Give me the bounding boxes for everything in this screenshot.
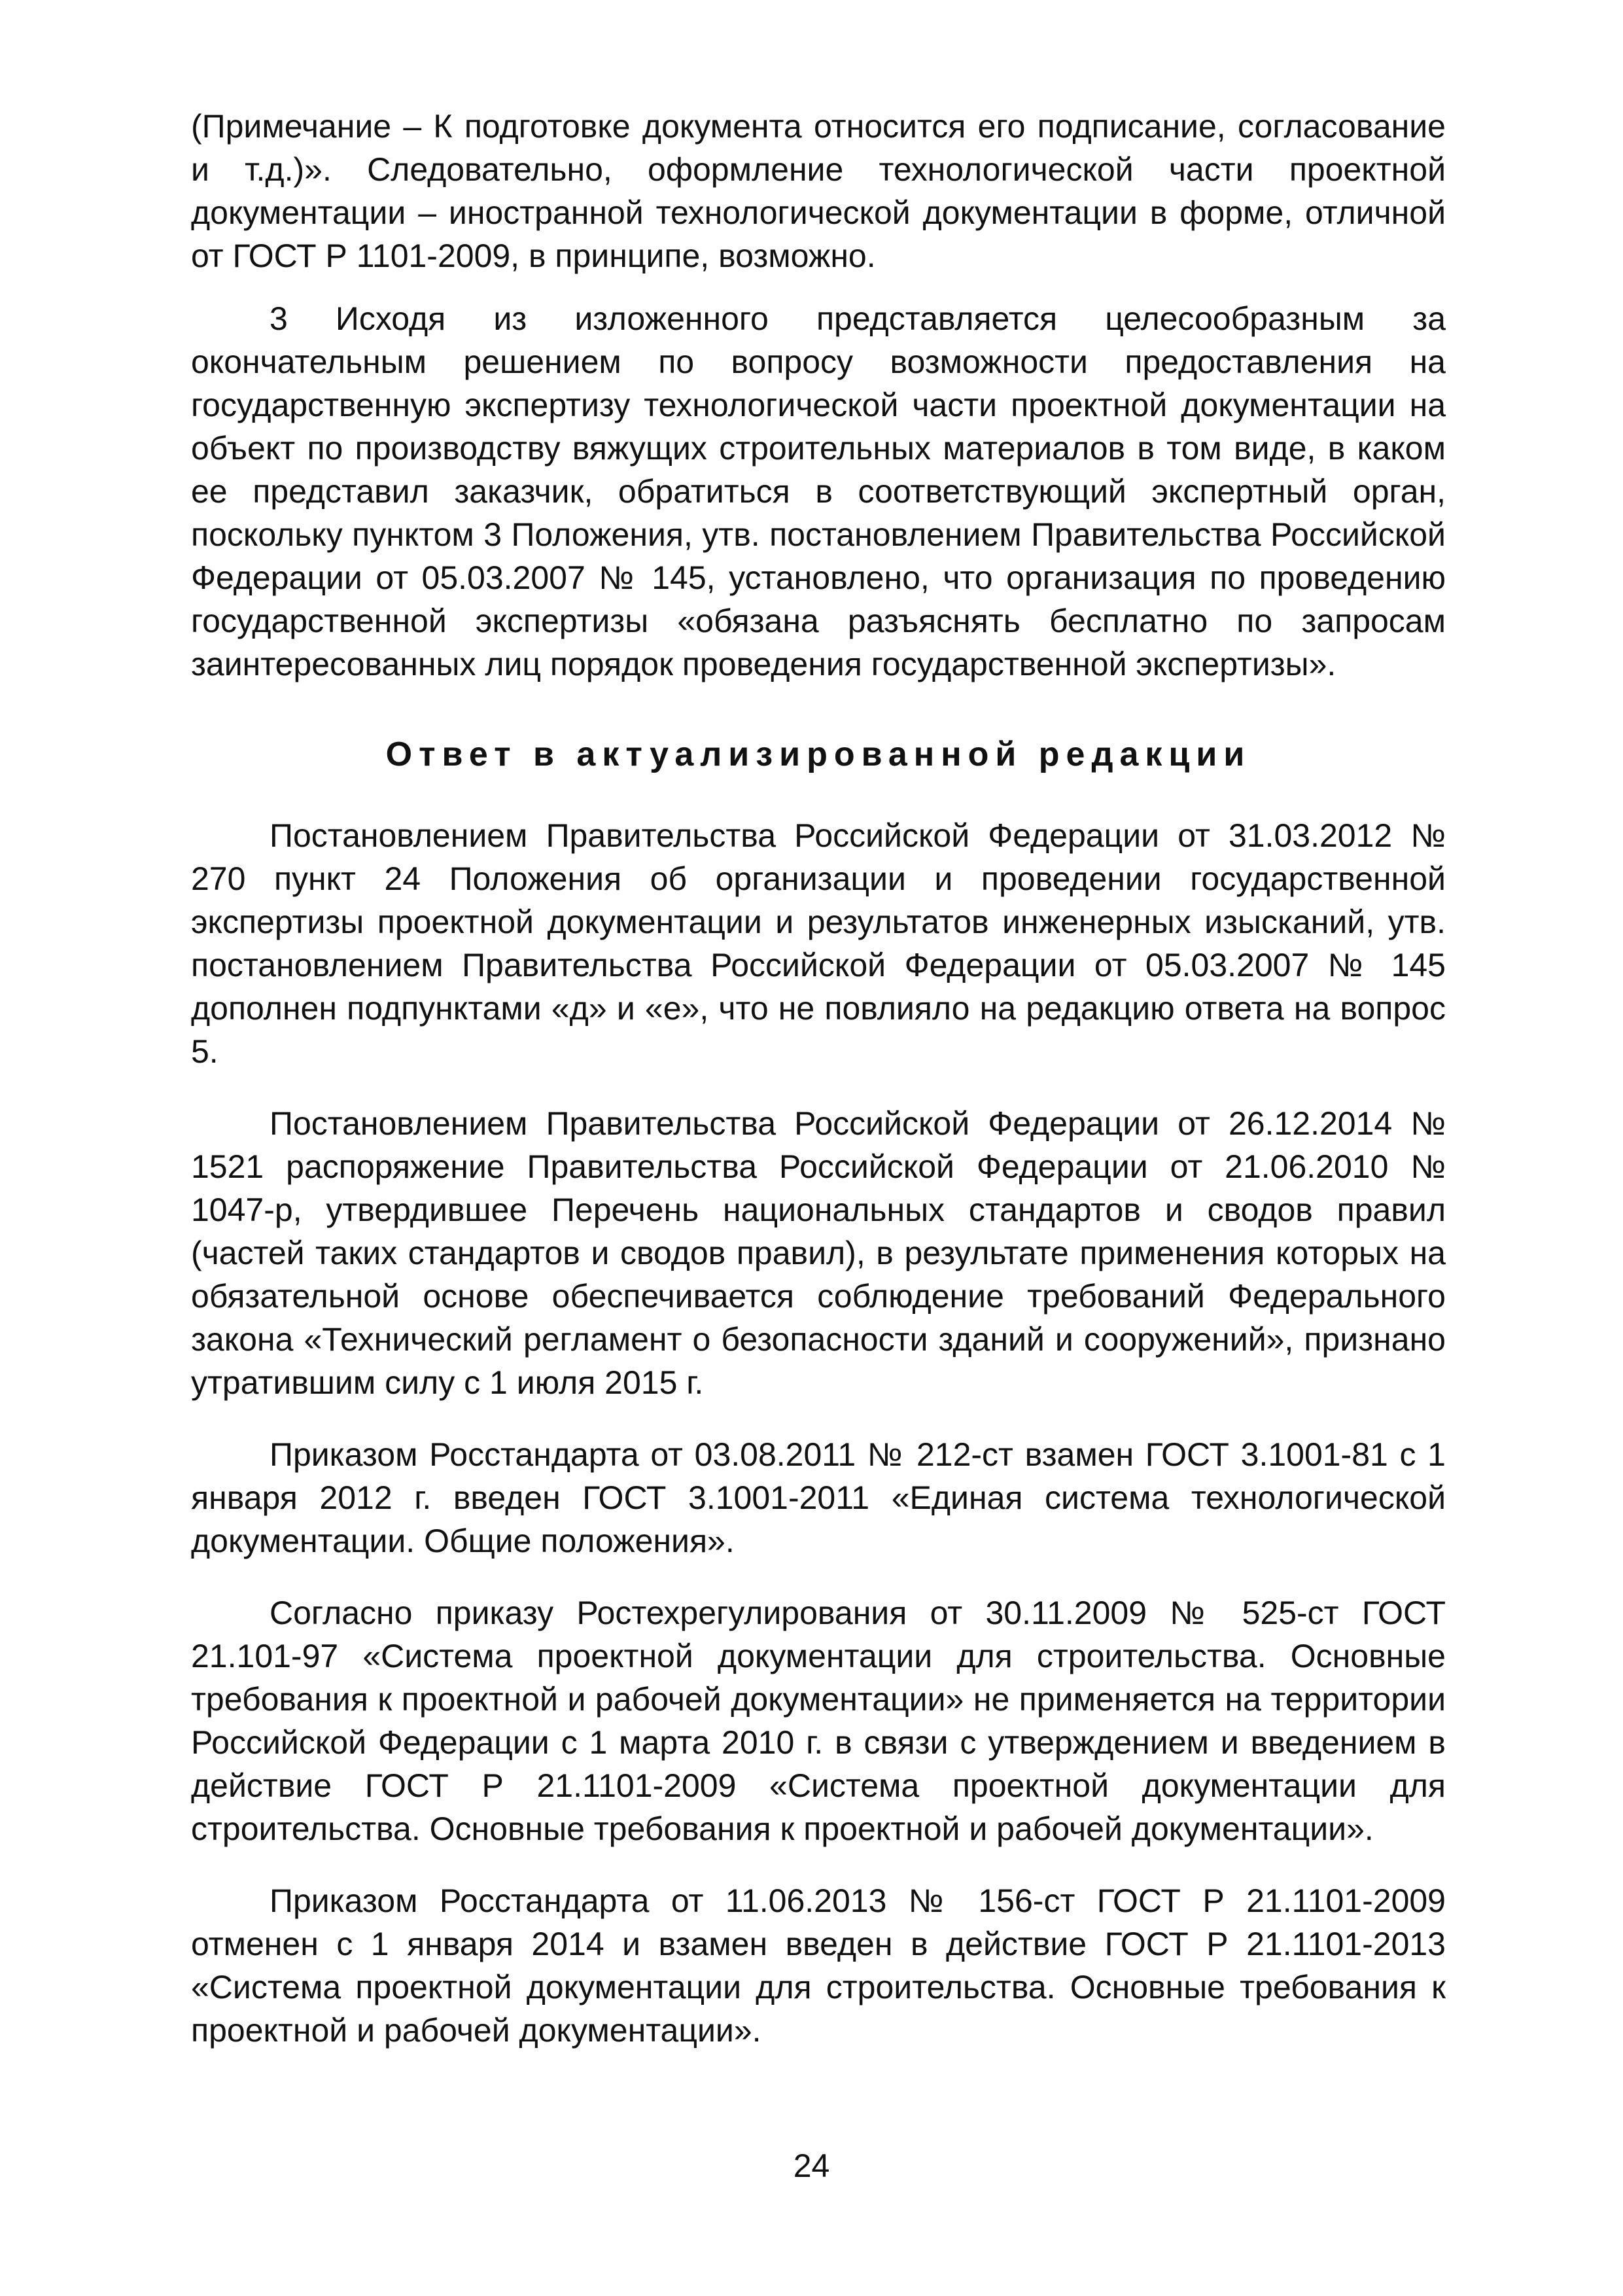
paragraph-update-4: Согласно приказу Ростехрегулирования от 30.11.2009 № 525-ст ГОСТ 21.101-97 «Система проектной документации для строительства. Основные требования к проектной и рабочей документации» не применяется на территории Российской Федерации с 1 марта 2010 г. в связи с утверждением и введением в действие ГОСТ Р 21.1101-2009 «Система проектной документации для строительства. Основные требования к проектной и рабочей документации». <box>191 1595 1446 1847</box>
paragraph-note-continuation: (Примечание – К подготовке документа относится его подписание, согласование и т.д.)». Следовательно, оформление технологической части проектной документации – иностранной технологической документации в форме, отличной от ГОСТ Р 1101-2009, в принципе, возможно. <box>191 108 1446 274</box>
paragraph-update-1: Постановлением Правительства Российской Федерации от 31.03.2012 № 270 пункт 24 Положения об организации и проведении государственной экспертизы проектной документации и результатов инженерных изысканий, утв. постановлением Правительства Российской Федерации от 05.03.2007 № 145 дополнен подпунктами «д» и «е», что не повлияло на редакцию ответа на вопрос 5. <box>191 817 1446 1070</box>
paragraph-update-5: Приказом Росстандарта от 11.06.2013 № 156-ст ГОСТ Р 21.1101-2009 отменен с 1 января 2014 и взамен введен в действие ГОСТ Р 21.1101-2013 «Система проектной документации для строительства. Основные требования к проектной и рабочей документации». <box>191 1882 1446 2049</box>
document-page <box>191 105 1446 2052</box>
paragraph-item-3: 3 Исходя из изложенного представляется целесообразным за окончательным решением по вопросу возможности предоставления на государственную экспертизу технологической части проектной документации на объект по производству вяжущих строительных материалов в том виде, в каком ее представил заказчик, обратиться в соответствующий экспертный орган, поскольку пунктом 3 Положения, утв. постановлением Правительства Российской Федерации от 05.03.2007 № 145, установлено, что организация по проведению государственной экспертизы «обязана разъяснять бесплатно по запросам заинтересованных лиц порядок проведения государственной экспертизы». <box>191 300 1446 682</box>
paragraph-update-3: Приказом Росстандарта от 03.08.2011 № 212-ст взамен ГОСТ 3.1001-81 с 1 января 2012 г. введен ГОСТ 3.1001-2011 «Единая система технологической документации. Общие положения». <box>191 1436 1446 1559</box>
paragraph-update-2: Постановлением Правительства Российской Федерации от 26.12.2014 № 1521 распоряжение Правительства Российской Федерации от 21.06.2010 № 1047-р, утвердившее Перечень национальных стандартов и сводов правил (частей таких стандартов и сводов правил), в результате применения которых на обязательной основе обеспечивается соблюдение требований Федерального закона «Технический регламент о безопасности зданий и сооружений», признано утратившим силу с 1 июля 2015 г. <box>191 1105 1446 1401</box>
section-heading: Ответ в актуализированной редакции <box>385 735 1251 773</box>
page-number: 24 <box>793 2147 830 2184</box>
